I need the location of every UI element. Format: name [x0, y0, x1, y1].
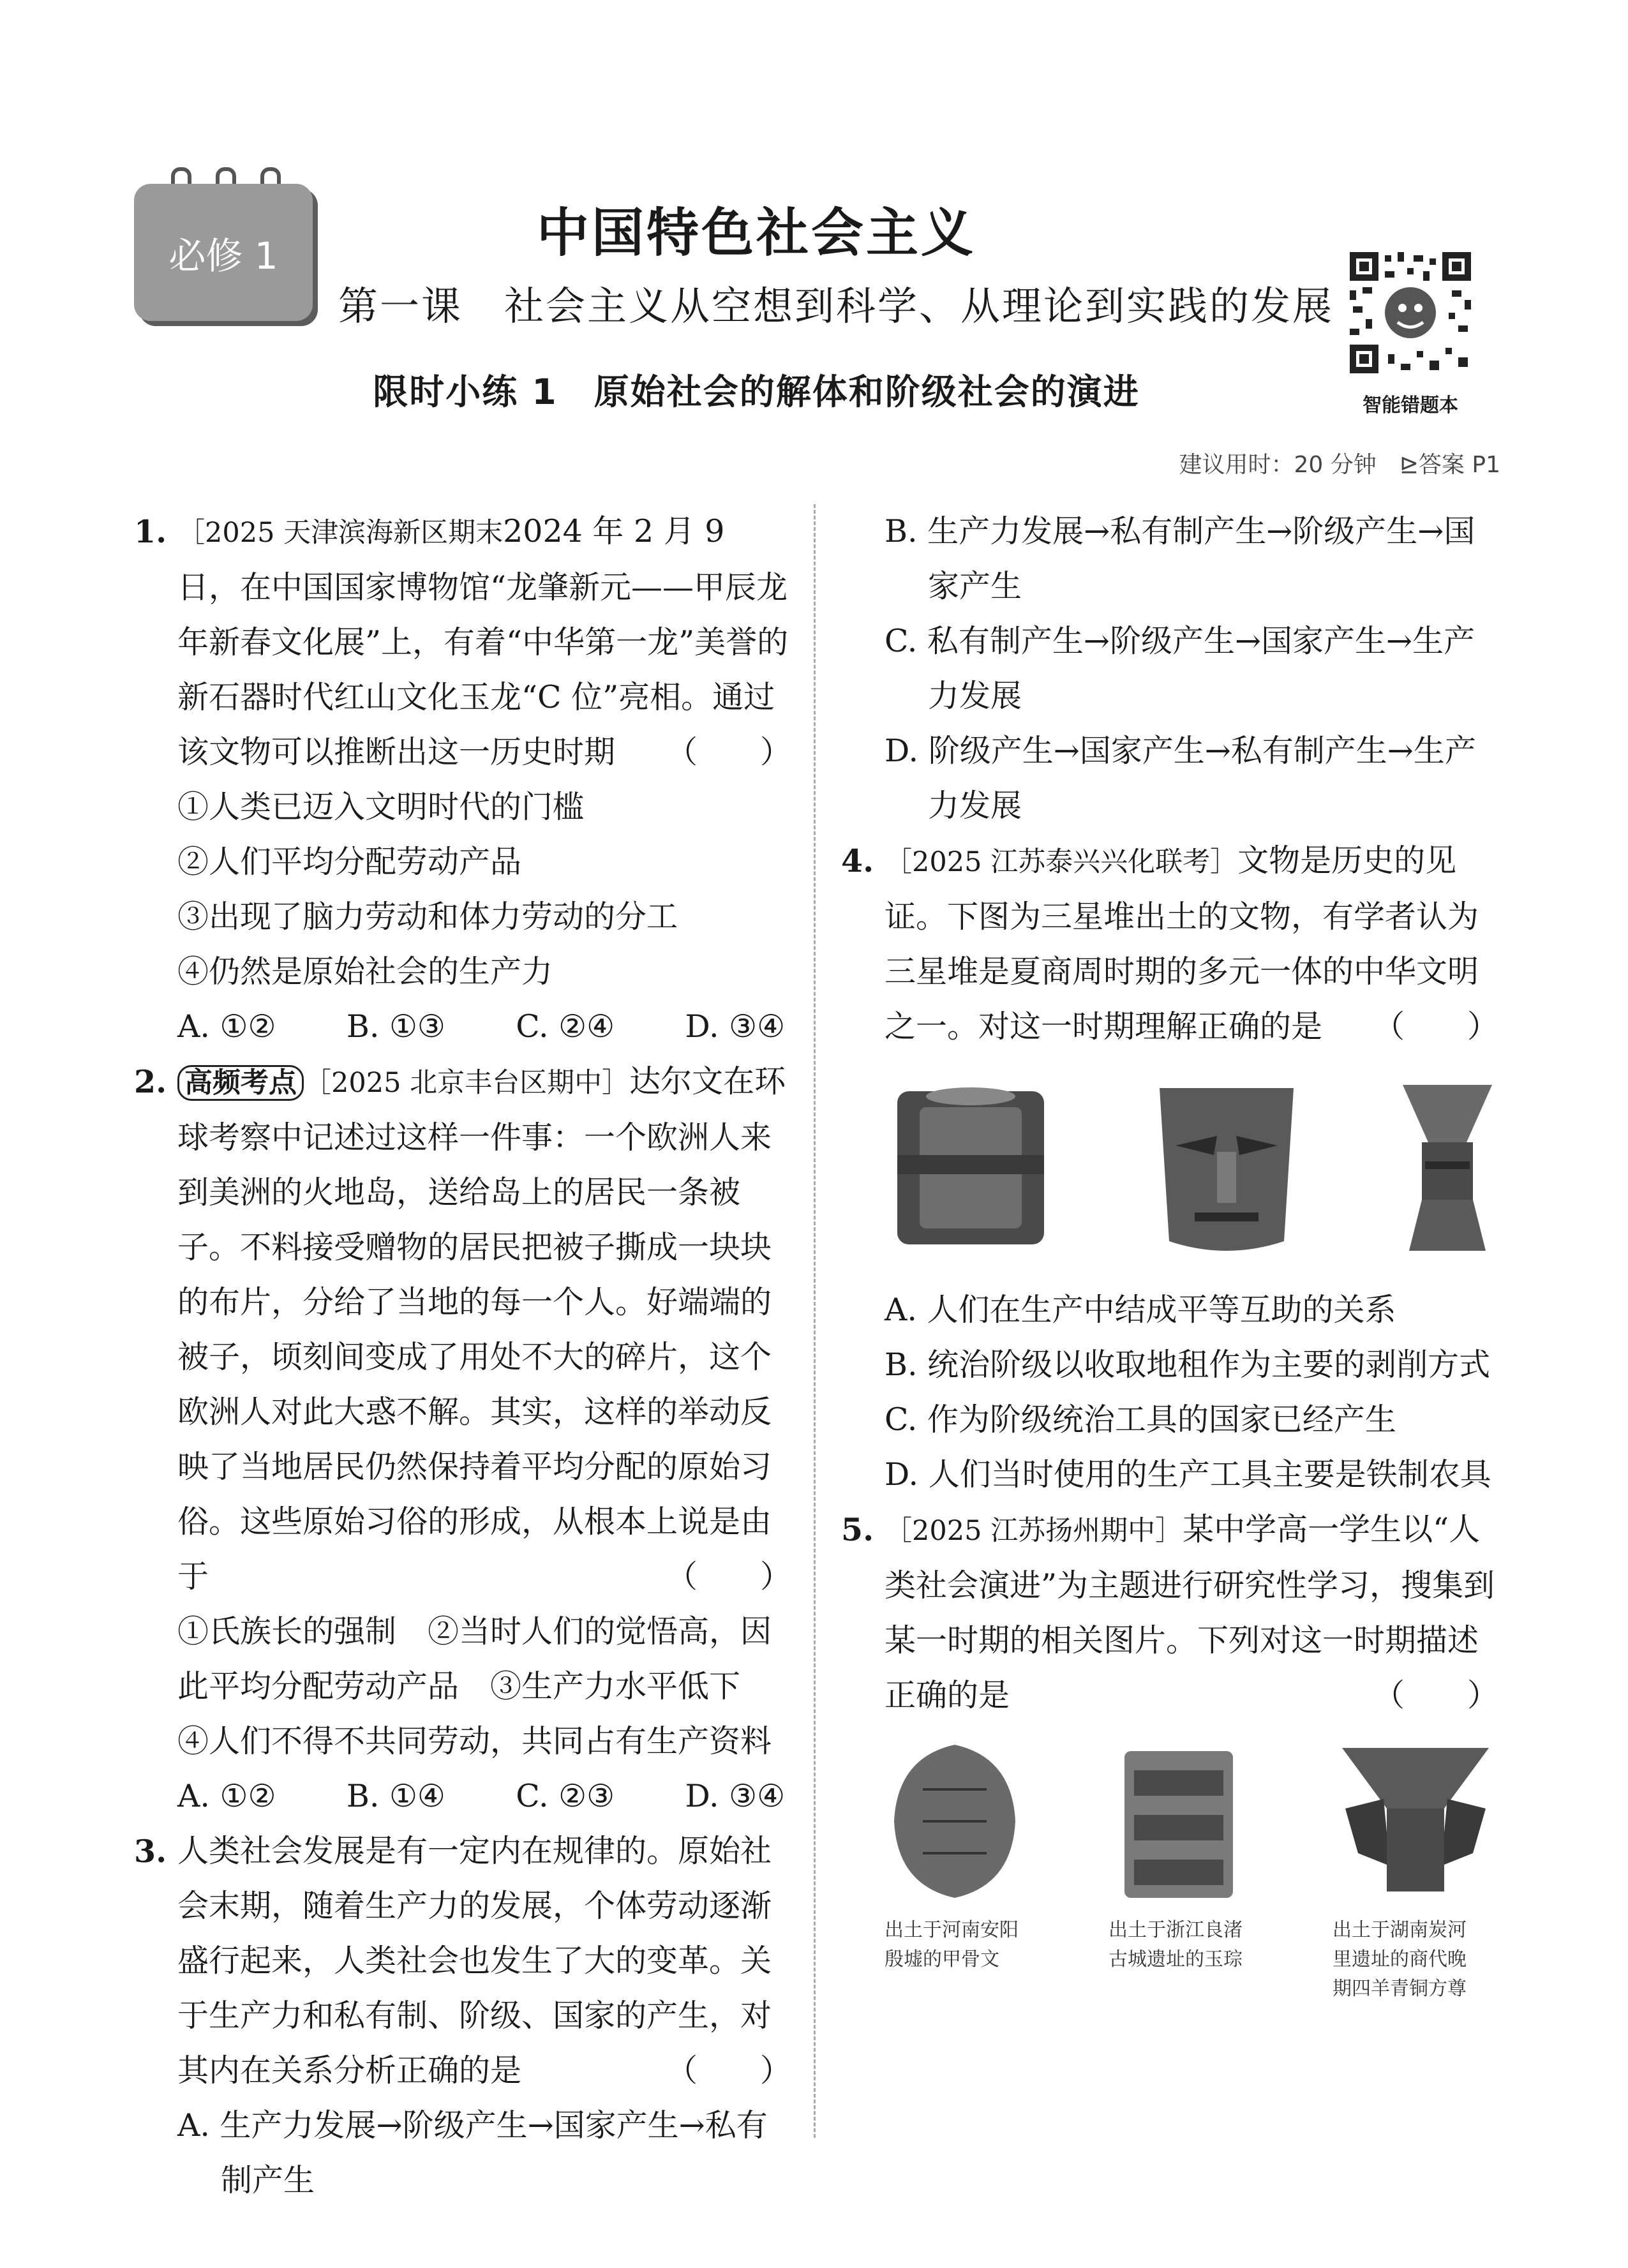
question-stem: 某中学高一学生以“人类社会演进”为主题进行研究性学习，搜集到某一时期的相关图片。下列对这一时期描述正确的是: [885, 1511, 1495, 1713]
statement-item: ①氏族长的强制 ②当时人们的觉悟高，因此平均分配劳动产品 ③生产力水平低下: [177, 1613, 772, 1705]
statement-item: ③出现了脑力劳动和体力劳动的分工: [177, 899, 678, 935]
answer-blank[interactable]: （ ）: [666, 2052, 791, 2089]
jade-cong-image: [1109, 1738, 1249, 1904]
option-c[interactable]: C. 私有制产生→阶级产生→国家产生→生产力发展: [885, 623, 1475, 714]
question-source: ［2025 江苏泰兴兴化联考］: [885, 846, 1238, 878]
artifact-images: [885, 1066, 1498, 1270]
oracle-bone-image: [885, 1738, 1025, 1904]
time-info: 建议用时：20 分钟 ⊵答案 P1: [1179, 452, 1500, 478]
lesson-title: 第一课 社会主义从空想到科学、从理论到实践的发展: [338, 283, 1334, 329]
figure-caption: 出土于湖南炭河里遗址的商代晚期四羊青铜方尊: [1333, 1919, 1467, 2000]
question-2: [134, 1054, 791, 1824]
question-3-continued: [841, 504, 1498, 833]
statement-item: ②人们平均分配劳动产品: [177, 844, 522, 880]
option-b[interactable]: B. 生产力发展→私有制产生→阶级产生→国家产生: [885, 513, 1475, 604]
statement-item: ④仍然是原始社会的生产力: [177, 953, 553, 990]
jade-cong-image: [885, 1078, 1057, 1257]
high-frequency-tag: 高频考点: [177, 1065, 304, 1101]
module-badge: 必修 1: [134, 184, 313, 321]
option-d[interactable]: D. 阶级产生→国家产生→私有制产生→生产力发展: [885, 733, 1476, 824]
option-b[interactable]: B. ①③: [346, 1008, 445, 1045]
option-a[interactable]: A. 生产力发展→阶级产生→国家产生→私有制产生: [177, 2107, 768, 2198]
option-b[interactable]: B. ①④: [346, 1778, 445, 1814]
option-row: [177, 1769, 791, 1824]
question-5: [841, 1502, 1498, 2004]
statement-item: ④人们不得不共同劳动，共同占有生产资料: [177, 1723, 772, 1759]
practice-title: 限时小练 1 原始社会的解体和阶级社会的演进: [373, 371, 1140, 412]
question-source: ［2025 北京丰台区期中］: [304, 1067, 630, 1099]
column-divider: [814, 504, 816, 2138]
question-number: 4.: [841, 842, 874, 879]
left-column: [134, 504, 791, 2208]
question-number: 1.: [134, 513, 167, 550]
option-b[interactable]: B. 统治阶级以收取地租作为主要的剥削方式: [885, 1347, 1491, 1383]
question-number: 5.: [841, 1511, 874, 1548]
figure-caption: 出土于浙江良渚古城遗址的玉琮: [1109, 1919, 1243, 1971]
option-a[interactable]: A. ①②: [177, 1778, 276, 1814]
question-number: 2.: [134, 1063, 167, 1100]
question-1: [134, 504, 791, 1054]
artifact-gallery: [885, 1738, 1498, 2004]
qr-code-icon[interactable]: [1347, 249, 1474, 377]
page-title: 中国特色社会主义: [536, 203, 976, 264]
bronze-zun-image: [1396, 1072, 1498, 1264]
question-stem: 达尔文在环球考察中记述过这样一件事：一个欧洲人来到美洲的火地岛，送给岛上的居民一条被子。不料接受赠物的居民把被子撕成一块块的布片，分给了当地的每一个人。好端端的被子，顷刻间变成了用处不大的碎片，这个欧洲人对此大惑不解。其实，这样的举动反映了当地居民仍然保持着平均分配的原始习俗。这些原始习俗的形成，从根本上说是由于: [177, 1063, 786, 1595]
option-a[interactable]: A. 人们在生产中结成平等互助的关系: [885, 1292, 1396, 1328]
statement-item: ①人类已迈入文明时代的门槛: [177, 789, 585, 825]
figure-caption: 出土于河南安阳殷墟的甲骨文: [885, 1919, 1019, 1971]
option-c[interactable]: C. ②③: [516, 1778, 615, 1814]
option-d[interactable]: D. ③④: [685, 1008, 785, 1045]
question-stem: 人类社会发展是有一定内在规律的。原始社会末期，随着生产力的发展，个体劳动逐渐盛行起来，人类社会也发生了大的变革。关于生产力和私有制、阶级、国家的产生，对其内在关系分析正确的是: [177, 1833, 772, 2089]
option-row: [177, 999, 791, 1054]
figure-four-goat-zun: [1333, 1738, 1498, 2004]
answer-blank[interactable]: （ ）: [1373, 1677, 1498, 1713]
figure-jade-cong: [1109, 1738, 1249, 2004]
answer-blank[interactable]: （ ）: [666, 1558, 791, 1595]
figure-oracle-bone: [885, 1738, 1025, 2004]
question-3: [134, 1824, 791, 2208]
option-c[interactable]: C. ②④: [516, 1008, 615, 1045]
right-column: [841, 504, 1498, 2004]
question-source: ［2025 天津滨海新区期末: [177, 517, 504, 549]
option-a[interactable]: A. ①②: [177, 1008, 276, 1045]
four-goat-zun-image: [1333, 1738, 1498, 1904]
answer-blank[interactable]: （ ）: [666, 734, 791, 770]
question-stem: 2024 年 2 月 9 日，在中国国家博物馆“龙肇新元——甲辰龙年新春文化展”上，有着“中华第一龙”美誉的新石器时代红山文化玉龙“C 位”亮相。通过该文物可以推断出这一历史时期: [177, 513, 789, 770]
option-d[interactable]: D. 人们当时使用的生产工具主要是铁制农具: [885, 1456, 1491, 1493]
option-c[interactable]: C. 作为阶级统治工具的国家已经产生: [885, 1401, 1396, 1438]
question-4: [841, 833, 1498, 1502]
question-source: ［2025 江苏扬州期中］: [885, 1515, 1183, 1547]
answer-blank[interactable]: （ ）: [1373, 1008, 1498, 1045]
option-d[interactable]: D. ③④: [685, 1778, 785, 1814]
qr-label: 智能错题本: [1363, 394, 1458, 417]
question-number: 3.: [134, 1833, 167, 1870]
question-stem: 文物是历史的见证。下图为三星堆出土的文物，有学者认为三星堆是夏商周时期的多元一体的中华文明之一。对这一时期理解正确的是: [885, 842, 1479, 1045]
bronze-mask-image: [1147, 1075, 1306, 1260]
